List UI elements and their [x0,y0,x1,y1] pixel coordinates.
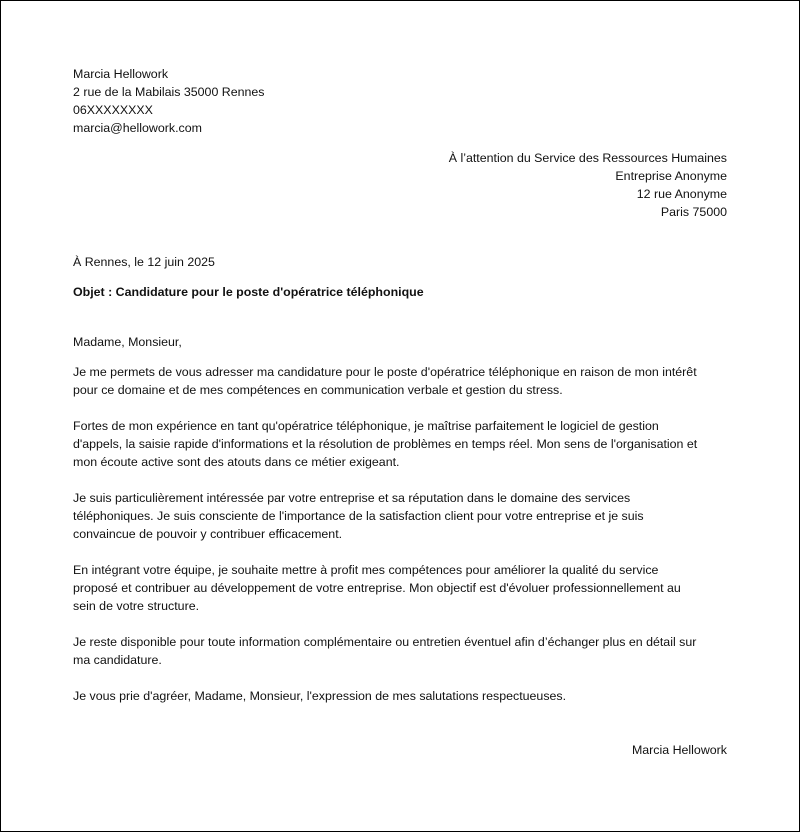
recipient-street: 12 rue Anonyme [636,187,727,201]
paragraph-line: téléphoniques. Je suis consciente de l'importance de la satisfaction client pour votre entreprise et je suis [73,509,644,523]
paragraph-line: Je me permets de vous adresser ma candidature pour le poste d'opératrice téléphonique en raison de mon intérêt [73,365,697,379]
date-line: À Rennes, le 12 juin 2025 [73,255,215,269]
sender-address: 2 rue de la Mabilais 35000 Rennes [73,85,265,99]
paragraph-line: convaincue de pouvoir y contribuer efficacement. [73,527,343,541]
paragraph-line: Je suis particulièrement intéressée par votre entreprise et sa réputation dans le domaine des services [73,491,631,505]
recipient-block [73,149,727,221]
paragraph-line: Je reste disponible pour toute information complémentaire ou entretien éventuel afin d’échanger plus en détail sur [73,635,697,649]
body-paragraph [73,417,727,471]
body-paragraph [73,561,727,615]
sender-phone: 06XXXXXXXX [73,103,153,117]
paragraph-line: Fortes de mon expérience en tant qu'opératrice téléphonique, je maîtrise parfaitement le logiciel de gestion [73,419,659,433]
recipient-attention: À l’attention du Service des Ressources Humaines [448,151,727,165]
paragraph-line: proposé et contribuer au développement de votre entreprise. Mon objectif est d'évoluer professionnellement au [73,581,681,595]
paragraph-line: En intégrant votre équipe, je souhaite mettre à profit mes compétences pour améliorer la qualité du service [73,563,659,577]
paragraph-line: sein de votre structure. [73,599,200,613]
sender-block [73,65,727,137]
sender-name: Marcia Hellowork [73,67,169,81]
sender-email: marcia@hellowork.com [73,121,202,135]
letter-content [73,65,727,759]
body-paragraph [73,363,727,399]
paragraph-line: ma candidature. [73,653,162,667]
recipient-city: Paris 75000 [660,205,727,219]
closing-formula: Je vous prie d'agréer, Madame, Monsieur, l'expression de mes salutations respectueuses. [73,689,567,703]
recipient-company: Entreprise Anonyme [615,169,727,183]
subject-line: Objet : Candidature pour le poste d'opératrice téléphonique [73,285,424,299]
salutation: Madame, Monsieur, [73,335,182,349]
paragraph-line: mon écoute active sont des atouts dans ce métier exigeant. [73,455,400,469]
body-paragraph [73,633,727,669]
paragraph-line: d'appels, la saisie rapide d'informations et la résolution de problèmes en temps réel. Mon sens de l'organisation et [73,437,698,451]
body-paragraph [73,489,727,543]
signature: Marcia Hellowork [631,743,727,757]
paragraph-line: pour ce domaine et de mes compétences en communication verbale et gestion du stress. [73,383,563,397]
